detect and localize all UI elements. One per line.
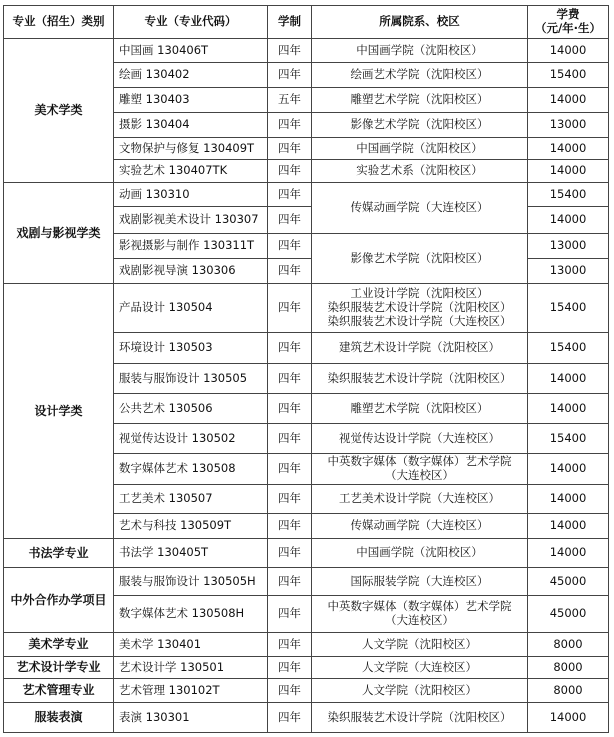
category-cell: 美术学类 xyxy=(4,39,114,183)
table-row xyxy=(4,183,609,207)
college-cell: 建筑艺术设计学院（沈阳校区） xyxy=(312,333,528,364)
college-cell: 中国画学院（沈阳校区） xyxy=(312,138,528,160)
fee-cell: 15400 xyxy=(528,284,609,333)
fee-cell: 15400 xyxy=(528,183,609,207)
duration-cell: 四年 xyxy=(268,333,312,364)
major-cell: 美术学 130401 xyxy=(114,633,268,657)
fee-cell: 13000 xyxy=(528,259,609,284)
fee-cell: 8000 xyxy=(528,633,609,657)
college-cell: 人文学院（大连校区） xyxy=(312,657,528,679)
college-cell: 中国画学院（沈阳校区） xyxy=(312,39,528,63)
college-cell: 中英数字媒体（数字媒体）艺术学院 （大连校区） xyxy=(312,454,528,485)
duration-cell: 四年 xyxy=(268,113,312,138)
major-cell: 产品设计 130504 xyxy=(114,284,268,333)
category-cell: 服装表演 xyxy=(4,703,114,733)
fee-cell: 14000 xyxy=(528,485,609,514)
header-major: 专业（专业代码） xyxy=(114,6,268,39)
category-cell: 书法学专业 xyxy=(4,539,114,568)
fee-cell: 14000 xyxy=(528,364,609,394)
duration-cell: 四年 xyxy=(268,364,312,394)
duration-cell: 四年 xyxy=(268,207,312,234)
fee-cell: 14000 xyxy=(528,39,609,63)
header-college: 所属院系、校区 xyxy=(312,6,528,39)
tuition-table xyxy=(3,5,609,733)
college-cell: 绘画艺术学院（沈阳校区） xyxy=(312,63,528,88)
header-row xyxy=(4,6,609,39)
fee-cell: 14000 xyxy=(528,514,609,539)
duration-cell: 四年 xyxy=(268,703,312,733)
major-cell: 视觉传达设计 130502 xyxy=(114,424,268,454)
college-cell: 中英数字媒体（数字媒体）艺术学院 （大连校区） xyxy=(312,596,528,633)
college-cell: 雕塑艺术学院（沈阳校区） xyxy=(312,88,528,113)
major-cell: 雕塑 130403 xyxy=(114,88,268,113)
duration-cell: 四年 xyxy=(268,514,312,539)
table-row xyxy=(4,39,609,63)
college-cell: 人文学院（沈阳校区） xyxy=(312,633,528,657)
fee-cell: 15400 xyxy=(528,333,609,364)
duration-cell: 四年 xyxy=(268,259,312,284)
fee-cell: 45000 xyxy=(528,596,609,633)
duration-cell: 四年 xyxy=(268,539,312,568)
fee-cell: 8000 xyxy=(528,657,609,679)
college-cell: 影像艺术学院（沈阳校区） xyxy=(312,234,528,284)
category-cell: 戏剧与影视学类 xyxy=(4,183,114,284)
header-fee: 学费 （元/年·生） xyxy=(528,6,609,39)
college-cell: 工业设计学院（沈阳校区） 染织服装艺术设计学院（沈阳校区） 染织服装艺术设计学院（大连校区） xyxy=(312,284,528,333)
duration-cell: 四年 xyxy=(268,424,312,454)
table-row xyxy=(4,284,609,333)
college-cell: 中国画学院（沈阳校区） xyxy=(312,539,528,568)
college-cell: 传媒动画学院（大连校区） xyxy=(312,514,528,539)
fee-cell: 14000 xyxy=(528,160,609,183)
table-row xyxy=(4,568,609,596)
duration-cell: 四年 xyxy=(268,234,312,259)
fee-cell: 14000 xyxy=(528,539,609,568)
fee-cell: 8000 xyxy=(528,679,609,703)
college-cell: 工艺美术设计学院（大连校区） xyxy=(312,485,528,514)
major-cell: 工艺美术 130507 xyxy=(114,485,268,514)
college-cell: 染织服装艺术设计学院（沈阳校区） xyxy=(312,364,528,394)
category-cell: 艺术管理专业 xyxy=(4,679,114,703)
college-cell: 传媒动画学院（大连校区） xyxy=(312,183,528,234)
duration-cell: 四年 xyxy=(268,394,312,424)
major-cell: 戏剧影视导演 130306 xyxy=(114,259,268,284)
major-cell: 表演 130301 xyxy=(114,703,268,733)
fee-cell: 14000 xyxy=(528,138,609,160)
category-cell: 中外合作办学项目 xyxy=(4,568,114,633)
header-category: 专业（招生）类别 xyxy=(4,6,114,39)
college-cell: 国际服装学院（大连校区） xyxy=(312,568,528,596)
major-cell: 公共艺术 130506 xyxy=(114,394,268,424)
duration-cell: 四年 xyxy=(268,284,312,333)
fee-cell: 14000 xyxy=(528,88,609,113)
table-row xyxy=(4,679,609,703)
table-row xyxy=(4,539,609,568)
duration-cell: 四年 xyxy=(268,183,312,207)
fee-cell: 14000 xyxy=(528,454,609,485)
major-cell: 环境设计 130503 xyxy=(114,333,268,364)
fee-cell: 14000 xyxy=(528,703,609,733)
table-row xyxy=(4,703,609,733)
major-cell: 数字媒体艺术 130508 xyxy=(114,454,268,485)
category-cell: 美术学专业 xyxy=(4,633,114,657)
major-cell: 摄影 130404 xyxy=(114,113,268,138)
major-cell: 绘画 130402 xyxy=(114,63,268,88)
duration-cell: 四年 xyxy=(268,568,312,596)
college-cell: 人文学院（沈阳校区） xyxy=(312,679,528,703)
major-cell: 艺术管理 130102T xyxy=(114,679,268,703)
fee-cell: 45000 xyxy=(528,568,609,596)
duration-cell: 四年 xyxy=(268,485,312,514)
college-cell: 染织服装艺术设计学院（沈阳校区） xyxy=(312,703,528,733)
duration-cell: 四年 xyxy=(268,454,312,485)
major-cell: 服装与服饰设计 130505H xyxy=(114,568,268,596)
duration-cell: 四年 xyxy=(268,633,312,657)
college-cell: 视觉传达设计学院（大连校区） xyxy=(312,424,528,454)
category-cell: 艺术设计学专业 xyxy=(4,657,114,679)
major-cell: 书法学 130405T xyxy=(114,539,268,568)
duration-cell: 四年 xyxy=(268,138,312,160)
major-cell: 实验艺术 130407TK xyxy=(114,160,268,183)
duration-cell: 四年 xyxy=(268,63,312,88)
fee-cell: 14000 xyxy=(528,207,609,234)
table-row xyxy=(4,657,609,679)
table-body xyxy=(4,39,609,733)
duration-cell: 四年 xyxy=(268,39,312,63)
fee-cell: 13000 xyxy=(528,113,609,138)
major-cell: 影视摄影与制作 130311T xyxy=(114,234,268,259)
major-cell: 中国画 130406T xyxy=(114,39,268,63)
fee-cell: 13000 xyxy=(528,234,609,259)
college-cell: 实验艺术系（沈阳校区） xyxy=(312,160,528,183)
college-cell: 雕塑艺术学院（沈阳校区） xyxy=(312,394,528,424)
fee-cell: 15400 xyxy=(528,424,609,454)
category-cell: 设计学类 xyxy=(4,284,114,539)
major-cell: 文物保护与修复 130409T xyxy=(114,138,268,160)
header-duration: 学制 xyxy=(268,6,312,39)
college-cell: 影像艺术学院（沈阳校区） xyxy=(312,113,528,138)
fee-cell: 15400 xyxy=(528,63,609,88)
major-cell: 戏剧影视美术设计 130307 xyxy=(114,207,268,234)
duration-cell: 四年 xyxy=(268,160,312,183)
major-cell: 数字媒体艺术 130508H xyxy=(114,596,268,633)
duration-cell: 四年 xyxy=(268,596,312,633)
duration-cell: 四年 xyxy=(268,657,312,679)
major-cell: 动画 130310 xyxy=(114,183,268,207)
table-row xyxy=(4,633,609,657)
duration-cell: 四年 xyxy=(268,679,312,703)
major-cell: 艺术设计学 130501 xyxy=(114,657,268,679)
duration-cell: 五年 xyxy=(268,88,312,113)
fee-cell: 14000 xyxy=(528,394,609,424)
major-cell: 服装与服饰设计 130505 xyxy=(114,364,268,394)
major-cell: 艺术与科技 130509T xyxy=(114,514,268,539)
